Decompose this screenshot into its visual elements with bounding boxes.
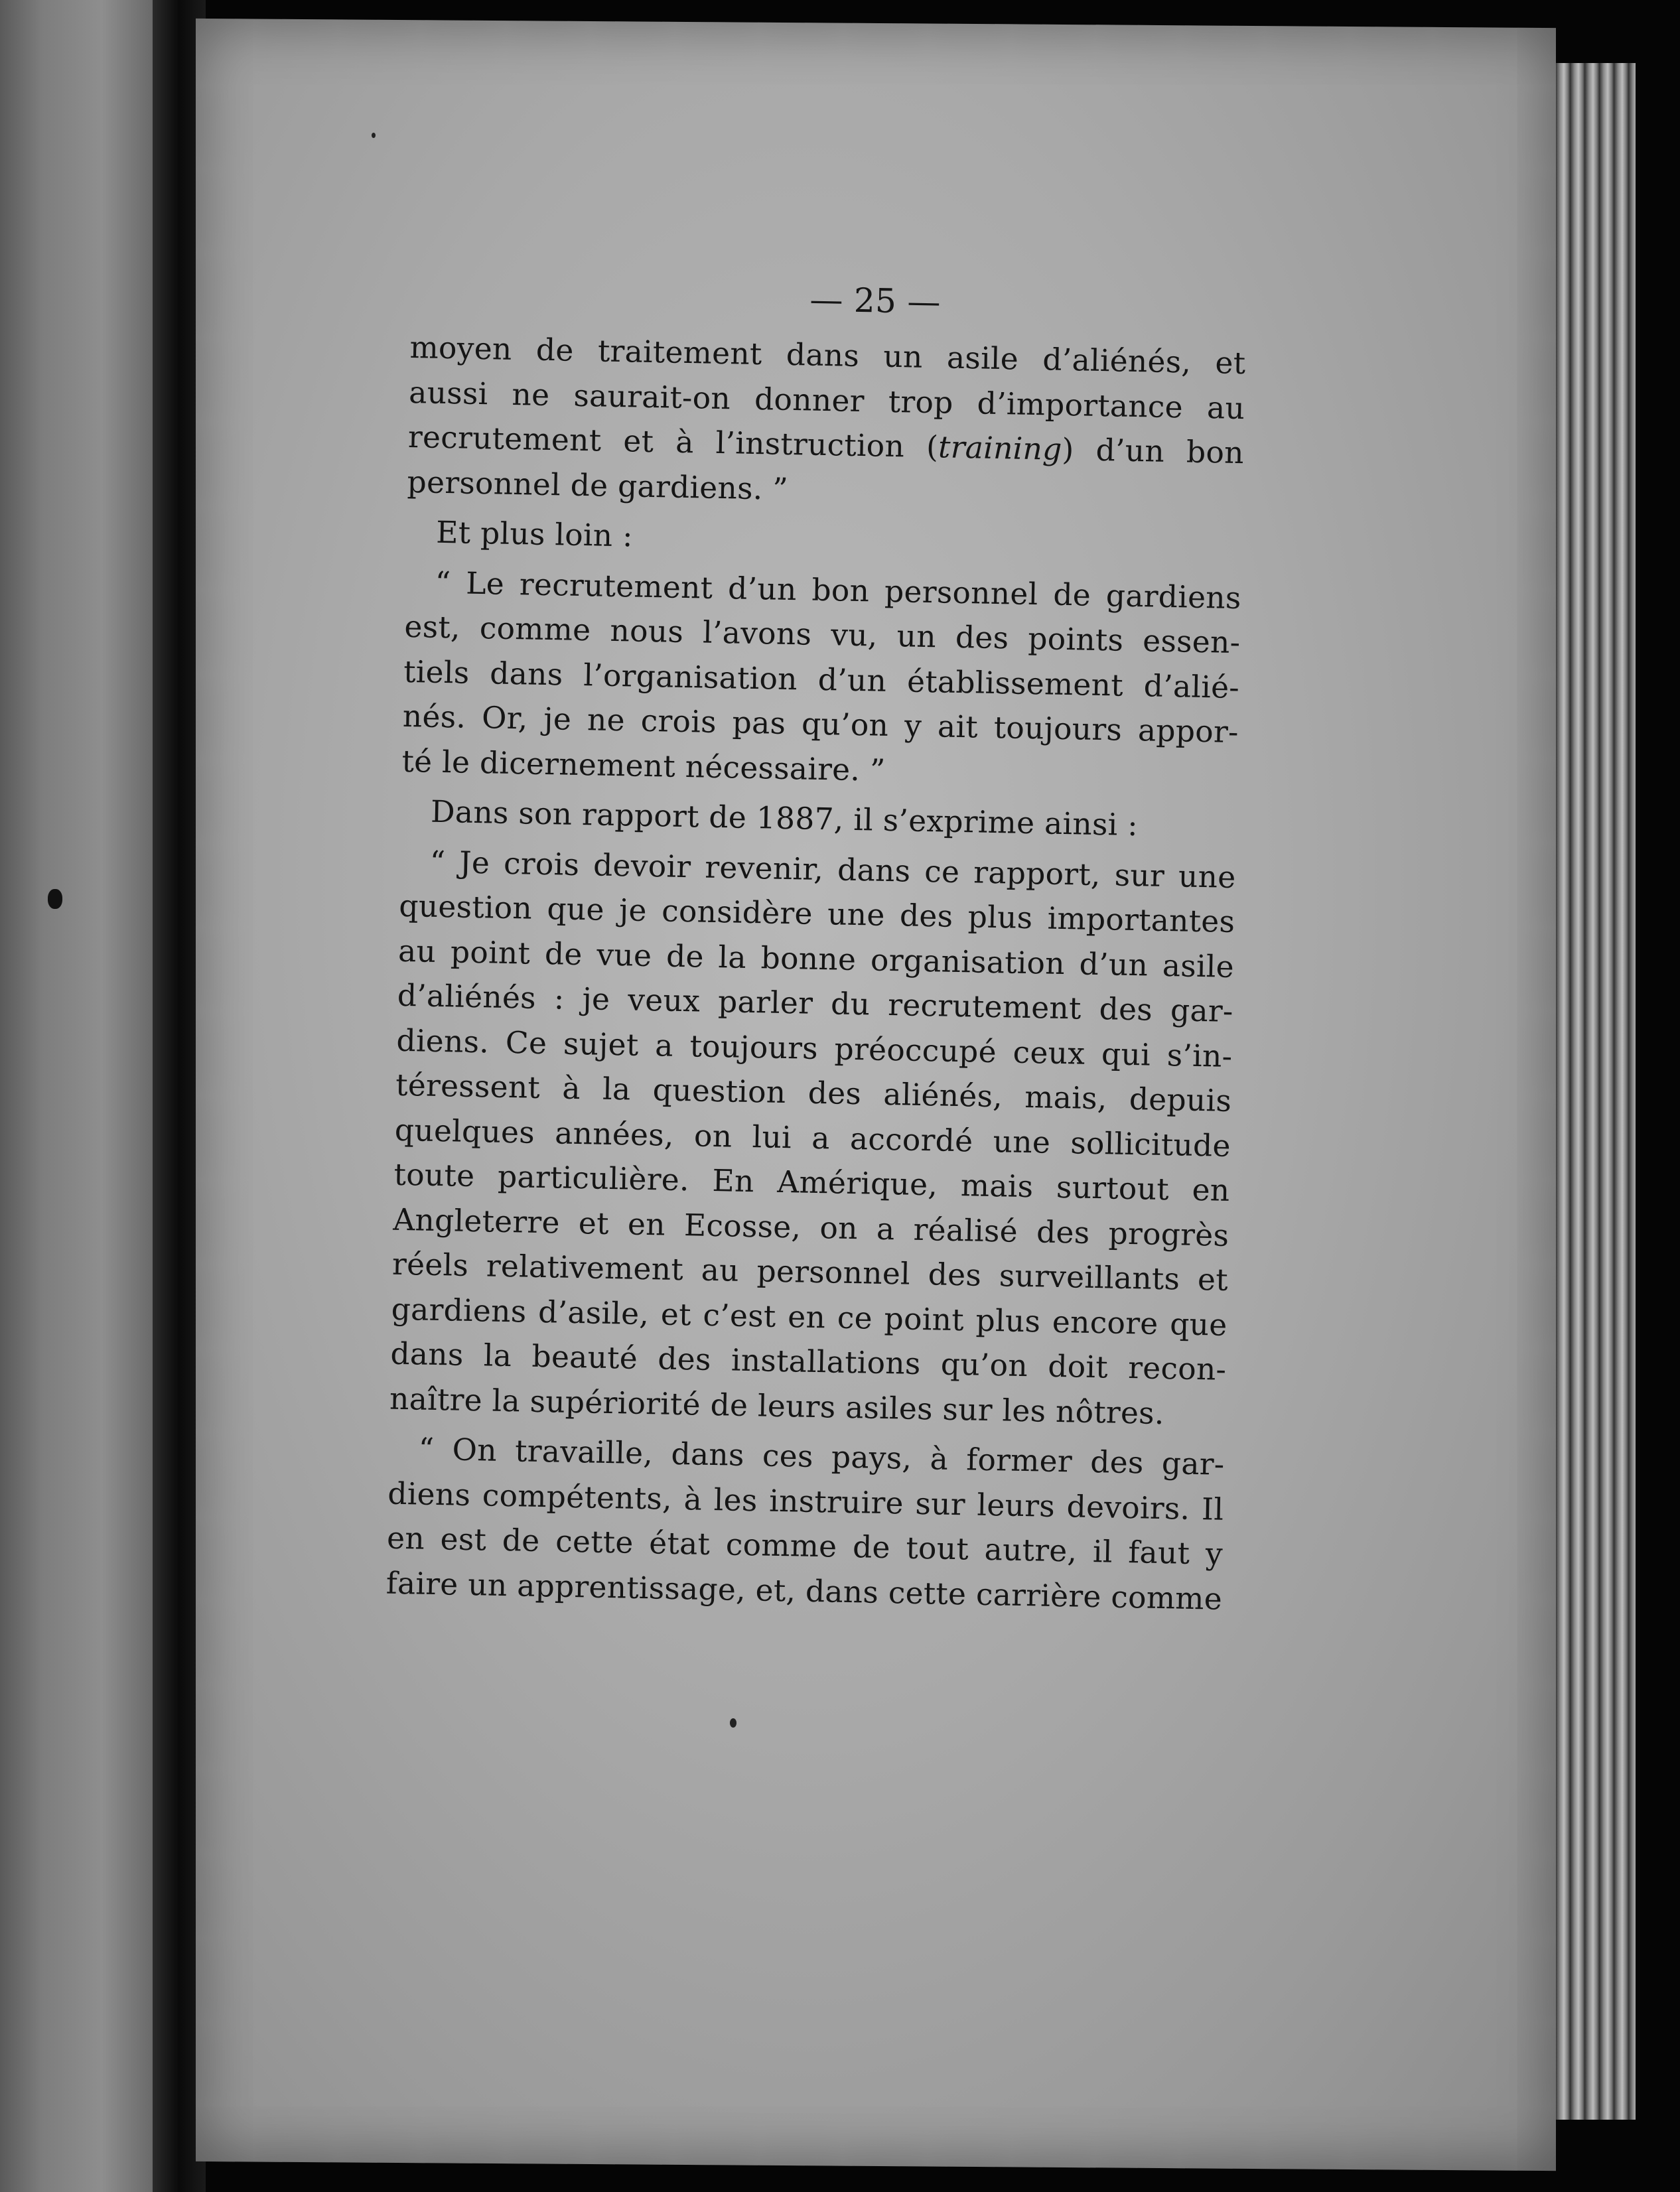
text-line: diens compétents, à les instruire sur leurs devoirs. Il <box>387 1475 1224 1527</box>
text-line: en est de cette état comme de tout autre, il faut y <box>386 1520 1224 1572</box>
text-line: faire un apprentissage, et, dans cette carrière comme <box>385 1565 1223 1617</box>
text-line: téressent à la question des aliénés, mais, depuis <box>395 1067 1232 1119</box>
paragraph-6 <box>385 1426 1225 1621</box>
text-line: est, comme nous l’avons vu, un des points essen- <box>404 608 1241 661</box>
text-line: tiels dans l’organisation d’un établissement d’alié- <box>403 653 1240 705</box>
page-text <box>385 265 1247 1621</box>
text-line: naître la supériorité de leurs asiles sur les nôtres. <box>389 1381 1165 1431</box>
text-line: dans la beauté des installations qu’on doit recon- <box>389 1336 1227 1387</box>
text-line: aussi ne saurait-on donner trop d’importance au <box>408 374 1245 426</box>
text-line: personnel de gardiens. ” <box>407 464 789 507</box>
text-line: nés. Or, je ne crois pas qu’on y ait toujours appor- <box>402 698 1239 750</box>
text-line: d’aliénés : je veux parler du recrutement des gar- <box>397 977 1234 1029</box>
text-line: Dans son rapport de 1887, il s’exprime ainsi : <box>430 793 1139 843</box>
text-line: “ Je crois devoir revenir, dans ce rapport, sur une <box>429 844 1237 895</box>
text-line: recrutement et à l’instruction (training) d’un bon <box>407 419 1245 471</box>
ink-blot <box>48 889 62 909</box>
text-line: diens. Ce sujet a toujours préoccupé ceux qui s’in- <box>396 1022 1233 1074</box>
text-line: question que je considère une des plus importantes <box>398 888 1235 940</box>
text-line: Et plus loin : <box>435 514 634 554</box>
speck <box>372 133 376 138</box>
page-number: — 25 — <box>809 280 942 322</box>
emphasis-word: training <box>938 429 1063 467</box>
text-line: quelques années, on lui a accordé une sollicitude <box>394 1112 1231 1164</box>
text-line: té le dicernement nécessaire. ” <box>401 743 886 788</box>
speck <box>730 1718 736 1728</box>
paragraph-3 <box>401 559 1241 799</box>
text-line: au point de vue de la bonne organisation d’un asile <box>397 933 1235 985</box>
text-line: Angleterre et en Ecosse, on a réalisé des progrès <box>392 1201 1229 1253</box>
page-edges-stack <box>1556 63 1636 2120</box>
facing-page-left <box>0 0 169 2192</box>
text-line: réels relativement au personnel des surveillants et <box>391 1246 1229 1298</box>
text-line: gardiens d’asile, et c’est en ce point plus encore que <box>391 1291 1228 1343</box>
text-line: toute particulière. En Amérique, mais surtout en <box>393 1156 1230 1208</box>
paragraph-1 <box>407 325 1246 520</box>
text-line: “ On travaille, dans ces pays, à former des gar- <box>418 1431 1225 1482</box>
text-line: moyen de traitement dans un asile d’aliénés, et <box>409 329 1246 381</box>
text-line: “ Le recrutement d’un bon personnel de gardiens <box>435 565 1242 616</box>
paragraph-5 <box>389 839 1237 1437</box>
